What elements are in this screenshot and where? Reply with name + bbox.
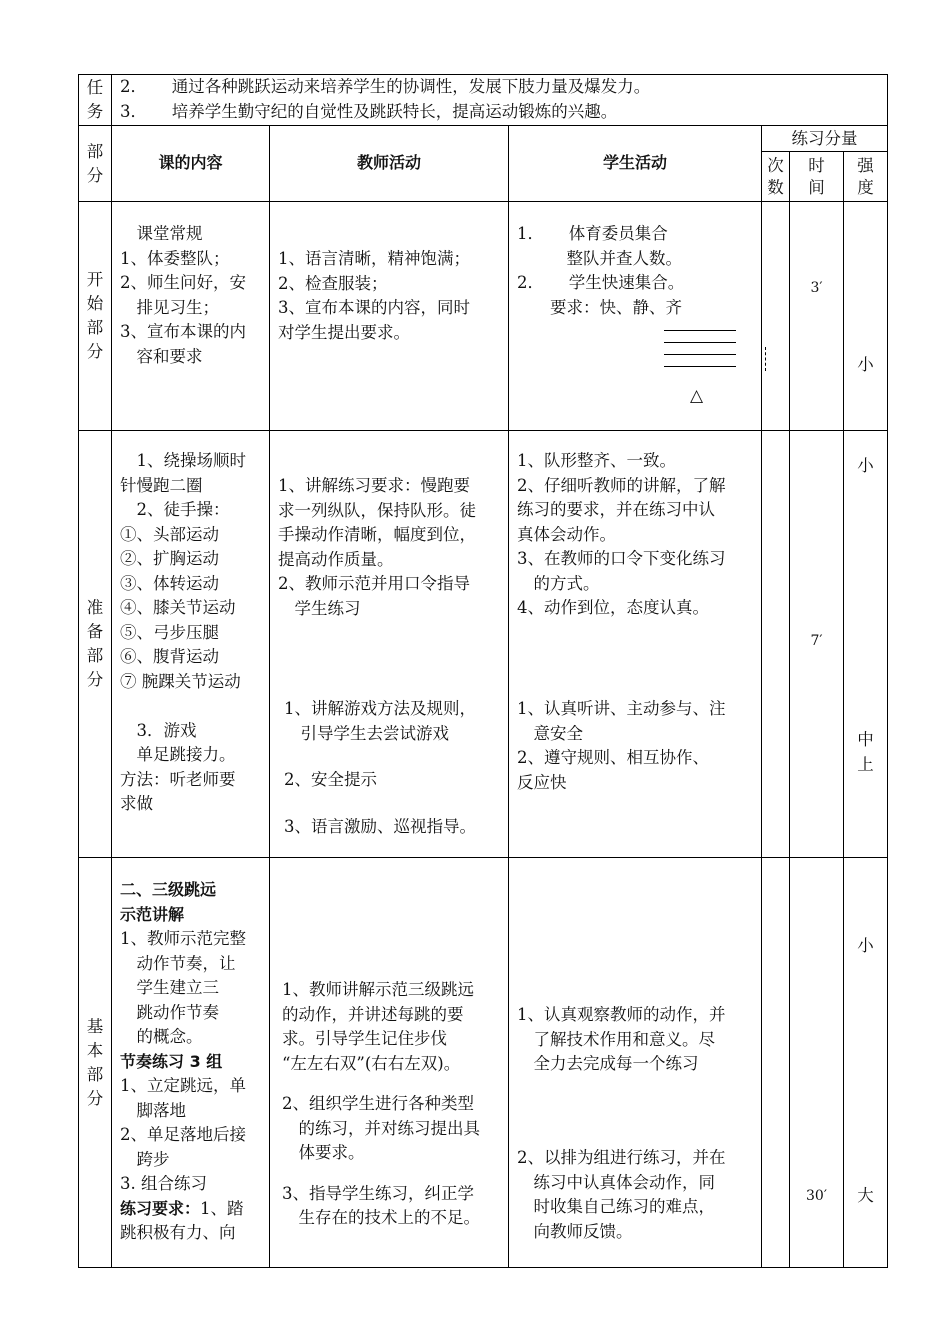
student-line: 意安全 [517, 723, 583, 743]
teacher-line: 学生练习 [278, 598, 361, 618]
requirement-label: 练习要求： [120, 1198, 201, 1218]
section-start-student [509, 202, 762, 431]
section-start-char-1: 开 [86, 270, 104, 289]
header-teacher: 教师活动 [270, 126, 509, 202]
teacher-line: “左左右双”(右右左双)。 [282, 1053, 461, 1073]
content-line: 排见习生； [120, 297, 219, 317]
content-requirement [120, 1197, 269, 1222]
section-main-teacher [270, 858, 509, 1268]
teacher-line: 3、语言激励、巡视指导。 [284, 816, 476, 836]
content-subtitle: 节奏练习 3 组 [120, 1051, 223, 1071]
student-line: 2． 学生快速集合。 [517, 273, 685, 292]
teacher-line: 1、教师讲解示范三级跳远 [282, 980, 474, 999]
content-line: 3．游戏 [120, 720, 197, 740]
content-line: ③、体转运动 [120, 573, 219, 593]
content-line: ⑦ 腕踝关节运动 [120, 671, 241, 691]
section-main-intensity [844, 858, 888, 1268]
student-line: 4、动作到位，态度认真。 [517, 598, 709, 617]
teacher-spacer [284, 746, 476, 768]
section-main-content [112, 858, 270, 1268]
section-main-char-2: 本 [86, 1040, 104, 1060]
content-line: 1、体委整队； [120, 248, 230, 268]
section-prep-content [112, 431, 270, 858]
main-student-block-b [517, 1146, 726, 1244]
teacher-line: 手操动作清晰，幅度到位， [278, 525, 476, 544]
section-main-student [509, 858, 762, 1268]
student-line: 练习中认真体会动作，同 [517, 1172, 715, 1192]
header-time [790, 152, 844, 202]
intensity-char: 中 [857, 730, 874, 749]
teacher-line: 1、讲解练习要求：慢跑要 [278, 476, 470, 495]
header-intensity-1: 强 [857, 155, 874, 175]
task-label-bottom: 务 [86, 102, 104, 121]
student-line: 3、在教师的口令下变化练习 [517, 549, 726, 568]
header-intensity [844, 152, 888, 202]
content-title: 示范讲解 [120, 904, 185, 924]
header-row [79, 126, 888, 152]
content-line: 3、宣布本课的内 [120, 322, 246, 341]
section-start-row [79, 202, 888, 431]
section-main-char-3: 部 [86, 1064, 104, 1084]
section-start-char-2: 始 [86, 294, 104, 313]
section-start-char-4: 分 [86, 342, 104, 361]
teacher-line: 生存在的技术上的不足。 [282, 1208, 480, 1227]
content-line: 跳积极有力、向 [120, 1223, 236, 1242]
content-line: 求做 [120, 794, 153, 813]
prep-teacher-block-b [284, 697, 476, 839]
content-line: 2、徒手操： [120, 500, 230, 519]
teacher-line: 2、组织学生进行各种类型 [282, 1094, 474, 1113]
task-row [79, 75, 888, 126]
section-main-label [79, 858, 112, 1268]
content-line: 跨步 [120, 1149, 170, 1169]
header-count-2: 数 [767, 177, 784, 197]
section-start-intensity: 小 [844, 202, 888, 431]
content-line: ⑥、腹背运动 [120, 647, 219, 666]
content-line: 2、师生问好，安 [120, 273, 246, 292]
section-main-char-4: 分 [86, 1088, 104, 1108]
header-content: 课的内容 [112, 126, 270, 202]
teacher-line: 3、指导学生练习，纠正学 [282, 1183, 474, 1203]
content-title: 二、三级跳远 [120, 880, 217, 899]
student-line: 2、仔细听教师的讲解，了解 [517, 475, 726, 495]
header-section [79, 126, 112, 202]
content-line: 动作节奏，让 [120, 953, 236, 973]
content-line: 3. 组合练习 [120, 1174, 207, 1193]
section-prep-intensity-b [844, 728, 887, 777]
content-line: 针慢跑二圈 [120, 475, 203, 495]
teacher-line: 的练习，并对练习提出具 [282, 1118, 480, 1138]
header-student: 学生活动 [509, 126, 762, 202]
prep-student-block-a [517, 449, 726, 621]
section-prep-char-3: 部 [86, 646, 104, 665]
section-start-time: 3′ [790, 202, 844, 431]
student-line: 练习的要求，并在练习中认 [517, 500, 715, 519]
section-main-row [79, 858, 888, 1268]
section-prep-time: 7′ [790, 431, 844, 858]
content-line: 方法：听老师要 [120, 769, 236, 789]
teacher-line: 对学生提出要求。 [278, 322, 410, 342]
student-line: 了解技术作用和意义。尽 [517, 1029, 715, 1049]
task-label [79, 75, 112, 126]
teacher-line: 求一列纵队，保持队形。徒 [278, 500, 476, 520]
student-line: 2、遵守规则、相互协作、 [517, 748, 709, 767]
content-line: 2、单足落地后接 [120, 1125, 246, 1144]
header-time-1: 时 [808, 155, 825, 175]
student-line: 反应快 [517, 772, 567, 792]
teacher-line: 提高动作质量。 [278, 549, 394, 569]
header-section-2: 分 [86, 165, 104, 185]
content-line: ①、头部运动 [120, 524, 219, 544]
teacher-position-triangle: △ [690, 386, 704, 406]
section-main-char-1: 基 [86, 1016, 104, 1036]
teacher-line: 1、语言清晰，精神饱满； [278, 249, 470, 268]
teacher-spacer [282, 1166, 508, 1182]
student-line: 向教师反馈。 [517, 1221, 633, 1241]
content-line: 的概念。 [120, 1027, 203, 1046]
header-count-1: 次 [767, 155, 784, 175]
content-line: 单足跳接力。 [120, 745, 236, 764]
section-main-intensity-a: 小 [857, 936, 874, 955]
content-spacer [120, 694, 269, 719]
teacher-line: 求。引导学生记住步伐 [282, 1029, 447, 1048]
task-label-top: 任 [86, 78, 104, 97]
section-main-time: 30′ [790, 858, 844, 1268]
student-line: 2、以排为组进行练习，并在 [517, 1148, 726, 1167]
lesson-plan-table [78, 74, 888, 1268]
teacher-line: 体要求。 [282, 1143, 365, 1162]
section-start-teacher [270, 202, 509, 431]
student-line: 1、认真听讲、主动参与、注 [517, 699, 726, 718]
header-section-1: 部 [86, 141, 104, 161]
section-prep-char-1: 准 [86, 598, 104, 617]
student-line: 1、队形整齐、一致。 [517, 451, 676, 470]
header-time-2: 间 [808, 177, 825, 197]
prep-teacher-block-a [278, 474, 476, 621]
content-line: 容和要求 [120, 346, 203, 366]
content-line: 脚落地 [120, 1100, 186, 1120]
content-line: 学生建立三 [120, 978, 219, 997]
teacher-line: 2、教师示范并用口令指导 [278, 574, 470, 593]
teacher-line: 的动作，并讲述每跳的要 [282, 1004, 464, 1024]
section-main-count [762, 858, 790, 1268]
task-goal-2: 2． 通过各种跳跃运动来培养学生的协调性，发展下肢力量及爆发力。 [120, 77, 651, 96]
teacher-spacer [284, 793, 476, 815]
header-count [762, 152, 790, 202]
student-line: 1、认真观察教师的动作，并 [517, 1005, 726, 1024]
content-line: 课堂常规 [120, 224, 203, 243]
teacher-line: 3、宣布本课的内容，同时 [278, 298, 470, 317]
content-line: 1、教师示范完整 [120, 929, 246, 948]
header-practice: 练习分量 [762, 126, 888, 152]
student-line: 要求：快、静、齐 [517, 297, 682, 317]
content-line: ②、扩胸运动 [120, 549, 219, 568]
teacher-line: 2、检查服装； [278, 273, 388, 293]
student-line: 整队并查人数。 [517, 248, 682, 268]
formation-lines [664, 330, 736, 378]
task-goal-3: 3． 培养学生勤守纪的自觉性及跳跃特长，提高运动锻炼的兴趣。 [120, 101, 618, 121]
section-main-intensity-b: 大 [857, 1186, 874, 1205]
header-intensity-2: 度 [857, 177, 874, 197]
student-line: 1． 体育委员集合 [517, 224, 668, 243]
teacher-line: 2、安全提示 [284, 770, 377, 789]
section-prep-char-4: 分 [86, 670, 104, 689]
section-start-label [79, 202, 112, 431]
section-prep-intensity [844, 431, 888, 858]
intensity-char: 上 [857, 754, 874, 774]
content-line: 1、立定跳远，单 [120, 1076, 246, 1095]
requirement-text: 1、踏 [200, 1198, 244, 1218]
section-start-char-3: 部 [86, 318, 104, 337]
section-prep-student [509, 431, 762, 858]
section-prep-teacher [270, 431, 509, 858]
section-prep-label [79, 431, 112, 858]
student-line: 时收集自己练习的难点， [517, 1197, 715, 1216]
section-prep-char-2: 备 [86, 622, 104, 641]
main-student-block-a [517, 1003, 726, 1077]
student-line: 真体会动作。 [517, 524, 616, 544]
section-prep-row [79, 431, 888, 858]
student-line: 的方式。 [517, 573, 600, 593]
dashed-mark [765, 347, 768, 371]
content-line: 1、绕操场顺时 [120, 451, 246, 470]
content-line: ④、膝关节运动 [120, 598, 236, 617]
section-prep-intensity-a: 小 [857, 456, 874, 475]
teacher-line: 引导学生去尝试游戏 [284, 723, 449, 743]
teacher-line: 1、讲解游戏方法及规则， [284, 699, 476, 718]
teacher-spacer [282, 1076, 508, 1092]
task-goals [112, 75, 888, 126]
student-line: 全力去完成每一个练习 [517, 1054, 699, 1073]
section-start-content [112, 202, 270, 431]
prep-student-block-b [517, 697, 726, 795]
content-line: 跳动作节奏 [120, 1002, 219, 1022]
section-prep-count [762, 431, 790, 858]
content-line: ⑤、弓步压腿 [120, 622, 219, 642]
section-start-count [762, 202, 790, 431]
